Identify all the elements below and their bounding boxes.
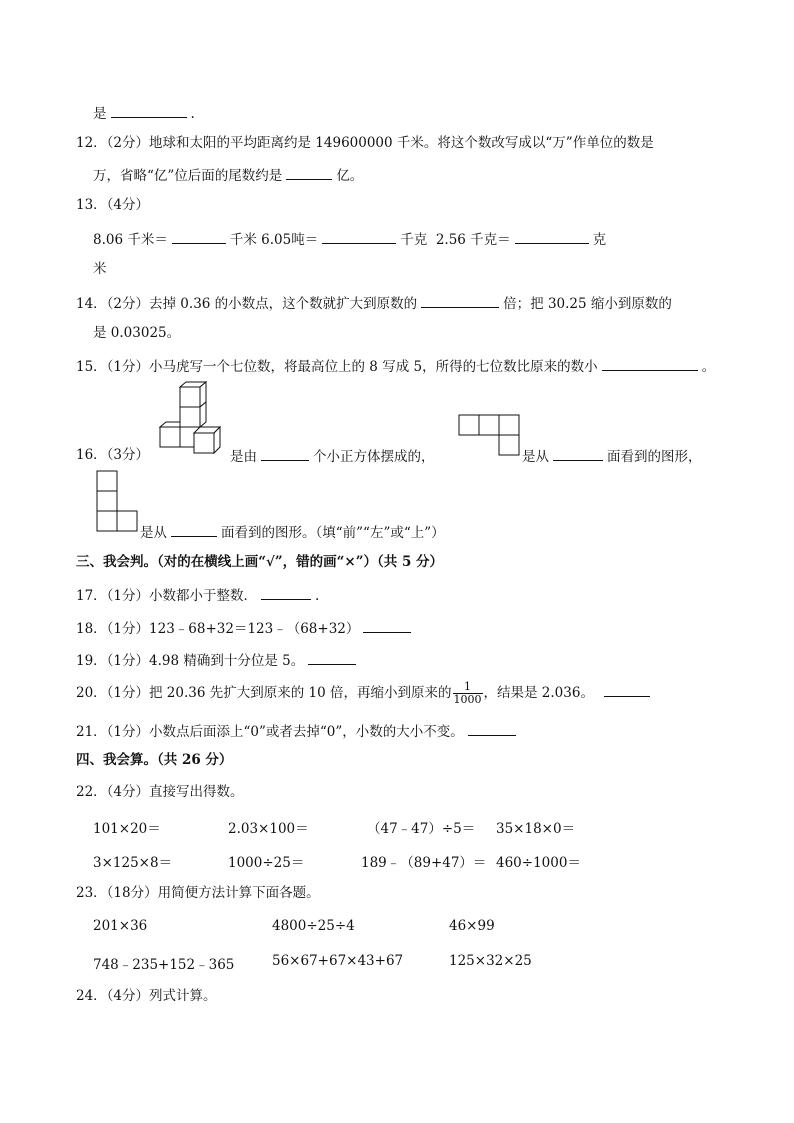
q22-item: 35×18×0＝: [496, 821, 576, 837]
q20: 20．（1分）把 20.36 先扩大到原来的 10 倍，再缩小到原来的 $\frac{1}{1000}$ ，结果是 2.036。: [76, 681, 654, 706]
q18: 18．（1分）123﹣68+32＝123﹣（68+32）: [76, 618, 415, 638]
q17: 17．（1分）小数都小于整数． .: [76, 585, 319, 605]
cube-stack-figure: [158, 381, 230, 455]
q16-part1: 是由 个小正方体摆成的，: [230, 446, 435, 466]
q23-head: 23．（18分）用简便方法计算下面各题。: [76, 885, 320, 901]
answer-blank[interactable]: [308, 650, 356, 665]
q23-item: 201×36: [93, 918, 148, 934]
q13-items: 8.06 千米＝ 千米 6.05吨＝ 千克 2.56 千克＝ 克: [93, 229, 606, 249]
q23-item: 46×99: [449, 918, 495, 934]
view-shape-1-figure: [458, 414, 522, 458]
q11-tail: 是 .: [93, 103, 195, 123]
answer-blank[interactable]: [286, 165, 332, 180]
answer-blank[interactable]: [111, 103, 187, 118]
q23-item: 125×32×25: [449, 953, 532, 969]
answer-blank[interactable]: [602, 356, 698, 371]
answer-blank[interactable]: [468, 721, 516, 736]
q12-line1: 12．（2分）地球和太阳的平均距离约是 149600000 千米。将这个数改写成以“万”作单位的数是: [76, 135, 654, 151]
answer-blank[interactable]: [363, 618, 411, 633]
section-3-heading: 三、我会判。（对的在横线上画“√”，错的画“×”）（共 5 分）: [76, 554, 444, 570]
answer-blank[interactable]: [172, 229, 226, 244]
answer-blank[interactable]: [421, 293, 499, 308]
q15: 15．（1分）小马虎写一个七位数，将最高位上的 8 写成 5，所得的七位数比原来的数小 。: [76, 356, 715, 376]
q22-item: 460÷1000＝: [496, 855, 581, 871]
q14-line2: 是 0.03025。: [93, 325, 181, 341]
q22-item: 101×20＝: [93, 821, 161, 837]
answer-blank[interactable]: [322, 229, 396, 244]
q22-item: 2.03×100＝: [228, 821, 309, 837]
answer-blank[interactable]: [553, 446, 603, 461]
answer-blank[interactable]: [171, 522, 217, 537]
answer-blank[interactable]: [515, 229, 589, 244]
q23-item: 56×67+67×43+67: [272, 953, 404, 969]
q23-item: 4800÷25÷4: [272, 918, 355, 934]
answer-blank[interactable]: [261, 585, 311, 600]
answer-blank[interactable]: [604, 682, 650, 697]
section-4-heading: 四、我会算。（共 26 分）: [76, 752, 233, 768]
q22-head: 22．（4分）直接写出得数。: [76, 784, 244, 800]
q24: 24．（4分）列式计算。: [76, 988, 217, 1004]
q19: 19．（1分）4.98 精确到十分位是 5。: [76, 650, 360, 670]
q21: 21．（1分）小数点后面添上“0”或者去掉“0”，小数的大小不变。: [76, 721, 520, 741]
answer-blank[interactable]: [261, 446, 309, 461]
q22-item: 3×125×8＝: [93, 855, 173, 871]
q14-line1: 14．（2分）去掉 0.36 的小数点，这个数就扩大到原数的 倍；把 30.25 缩小到原数的: [76, 293, 672, 313]
fraction: $\frac{1}{1000}$: [453, 680, 482, 706]
q22-item: （47﹣47）÷5＝: [367, 821, 476, 837]
q13-head: 13．（4分）: [76, 197, 150, 213]
view-shape-2-figure: [96, 470, 140, 534]
q22-item: 1000÷25＝: [228, 855, 305, 871]
q12-line2: 万，省略“亿”位后面的尾数约是 亿。: [93, 165, 363, 185]
q13-unit-tail: 米: [93, 261, 107, 277]
q22-item: 189﹣（89+47）＝: [361, 855, 487, 871]
q16-head: 16．（3分）: [76, 447, 150, 463]
q23-item: 748﹣235+152﹣365: [93, 957, 235, 973]
q16-part3: 是从 面看到的图形。（填“前”“左”或“上”）: [140, 522, 445, 542]
q16-part2: 是从 面看到的图形，: [522, 446, 702, 466]
